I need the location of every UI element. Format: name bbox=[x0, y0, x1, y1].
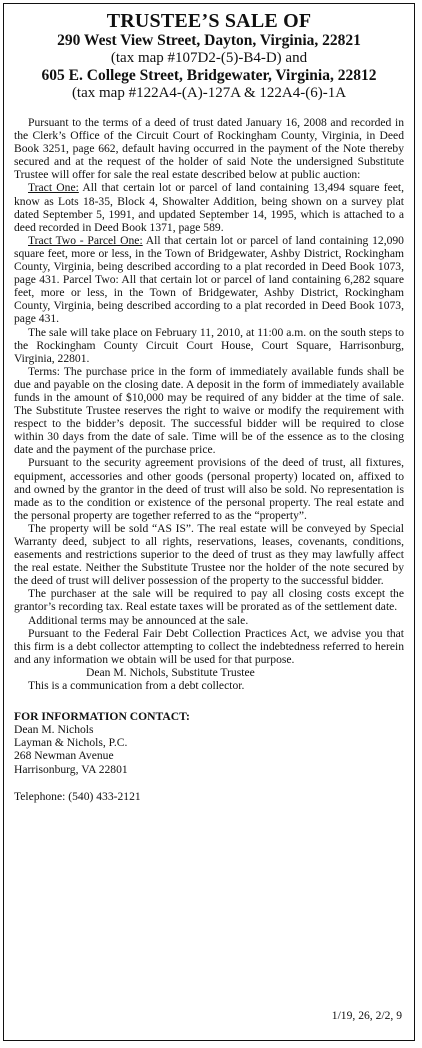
publication-dates: 1/19, 26, 2/2, 9 bbox=[331, 1009, 402, 1022]
as-is-paragraph: The property will be sold “AS IS”. The real estate will be conveyed by Special Warranty deed, subject to all rights, reservations, leases, covenants, conditions, easements and restrictions superior to the deed of trust as they may lawfully affect the real estate. Neither the Substitute Trustee nor the holder of the note secured by the deed of trust will deliver possession of the property to the successful bidder. bbox=[14, 521, 404, 588]
additional-terms-paragraph: Additional terms may be announced at the sale. bbox=[28, 613, 249, 627]
notice-body bbox=[14, 116, 404, 692]
contact-city: Harrisonburg, VA 22801 bbox=[14, 762, 128, 776]
debt-collector-notice: This is a communication from a debt collector. bbox=[28, 679, 245, 693]
sale-paragraph: The sale will take place on February 11, 2010, at 11:00 a.m. on the south steps to the Rockingham County Circuit Court House, Court Square, Harrisonburg, Virginia, 22801. bbox=[14, 325, 404, 365]
contact-phone: Telephone: (540) 433-2121 bbox=[14, 789, 141, 803]
notice-title: TRUSTEE’S SALE OF bbox=[106, 10, 312, 32]
tax-map-1: (tax map #107D2-(5)-B4-D) and bbox=[110, 50, 308, 66]
tract-one-text: All that certain lot or parcel of land containing 13,494 square feet, know as Lots 18-35, Block 4, Showalter Addition, being shown on a survey plat dated September 5, 1991, and updated September 14, 1995, which is attached to a deed recorded in Deed Book 1371, page 589. bbox=[14, 181, 404, 234]
tract-two-text: All that certain lot or parcel of land containing 12,090 square feet, more or less, in the Town of Bridgewater, Ashby District, Rockingham County, Virginia, being described according to a plat recorded in Deed Book 1073, page 431. Parcel Two: All that certain lot or parcel of land containing 6,282 square feet, more or less, in the Town of Bridgewater, Ashby District, Rockingham County, Virginia, being described according to a plat recorded in Deed Book 1073, page 431. bbox=[14, 233, 404, 326]
property-address-1: 290 West View Street, Dayton, Virginia, 22821 bbox=[57, 32, 361, 49]
tract-one-label: Tract One: bbox=[28, 181, 79, 195]
terms-paragraph: Terms: The purchase price in the form of immediately available funds shall be due and payable on the closing date. A deposit in the form of immediately available funds in the amount of $10,000 may be required of any bidder at the time of sale. The Substitute Trustee reserves the right to waive or modify the requirement with respect to the bidder’s deposit. The successful bidder will be required to close within 30 days from the date of sale. Time will be of the essence as to the closing date and the payment of the purchase price. bbox=[14, 364, 404, 457]
contact-name: Dean M. Nichols bbox=[14, 723, 94, 737]
intro-paragraph: Pursuant to the terms of a deed of trust dated January 16, 2008 and recorded in the Clerk’s Office of the Circuit Court of Rockingham County, Virginia, in Deed Book 3251, page 662, default having occurred in the payment of the Note thereby secured and at the request of the holder of said Note the undersigned Substitute Trustee will offer for sale the real estate described below at public auction: bbox=[14, 116, 404, 182]
contact-street: 268 Newman Avenue bbox=[14, 749, 114, 763]
security-paragraph: Pursuant to the security agreement provisions of the deed of trust, all fixtures, equipment, accessories and other goods (personal property) located on, affixed to and owned by the grantor in the deed of trust will also be sold. No representation is made as to the condition or existence of the personal property. The real estate and the personal property are together referred to as the “property”. bbox=[14, 456, 404, 522]
tract-two-label: Tract Two - Parcel One: bbox=[28, 233, 143, 247]
legal-notice bbox=[3, 3, 415, 1041]
trustee-signature: Dean M. Nichols, Substitute Trustee bbox=[86, 665, 255, 679]
contact-block bbox=[14, 710, 404, 803]
property-address-2: 605 E. College Street, Bridgewater, Virginia, 22812 bbox=[41, 67, 377, 84]
tract-two-paragraph bbox=[14, 234, 404, 326]
closing-costs-paragraph: The purchaser at the sale will be required to pay all closing costs except the grantor’s recording tax. Real estate taxes will be prorated as of the settlement date. bbox=[14, 587, 404, 614]
contact-firm: Layman & Nichols, P.C. bbox=[14, 736, 128, 750]
contact-label: FOR INFORMATION CONTACT: bbox=[14, 710, 190, 724]
tax-map-2: (tax map #122A4-(A)-127A & 122A4-(6)-1A bbox=[71, 85, 347, 101]
fdcpa-paragraph: Pursuant to the Federal Fair Debt Collection Practices Act, we advise you that this firm is a debt collector attempting to collect the indebtedness referred to herein and any information we obtain will be used for that purpose. bbox=[14, 626, 404, 666]
notice-heading bbox=[14, 10, 404, 102]
tract-one-paragraph bbox=[14, 181, 404, 233]
